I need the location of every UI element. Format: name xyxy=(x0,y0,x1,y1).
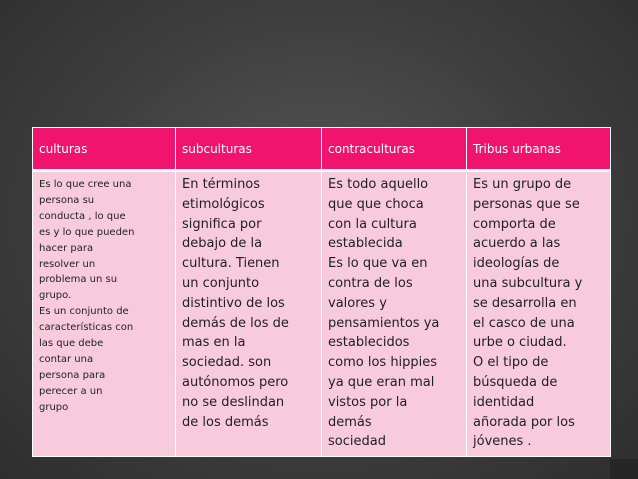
slide-corner-decoration xyxy=(610,459,638,479)
table-header-row xyxy=(33,128,611,171)
table-row xyxy=(33,171,611,457)
cell-subculturas: En términos etimológicos significa por debajo de la cultura. Tienen un conjunto distintivo de los demás de los de mas en la sociedad. son autónomos pero no se deslindan de los demás xyxy=(176,171,322,457)
header-tribus-urbanas: Tribus urbanas xyxy=(467,128,611,171)
header-culturas: culturas xyxy=(33,128,176,171)
concepts-table xyxy=(32,127,611,457)
cell-contraculturas: Es todo aquello que que choca con la cultura establecida Es lo que va en contra de los valores y pensamientos ya establecidos como los hippies ya que eran mal vistos por la demás sociedad xyxy=(322,171,467,457)
cell-tribus-urbanas: Es un grupo de personas que se comporta de acuerdo a las ideologías de una subcultura y se desarrolla en el casco de una urbe o ciudad. O el tipo de búsqueda de identidad añorada por los jóvenes . xyxy=(467,171,611,457)
cell-culturas: Es lo que cree una persona su conducta , lo que es y lo que pueden hacer para resolver un problema un su grupo. Es un conjunto de características con las que debe contar una persona para perecer a un grupo xyxy=(33,171,176,457)
header-contraculturas: contraculturas xyxy=(322,128,467,171)
header-subculturas: subculturas xyxy=(176,128,322,171)
